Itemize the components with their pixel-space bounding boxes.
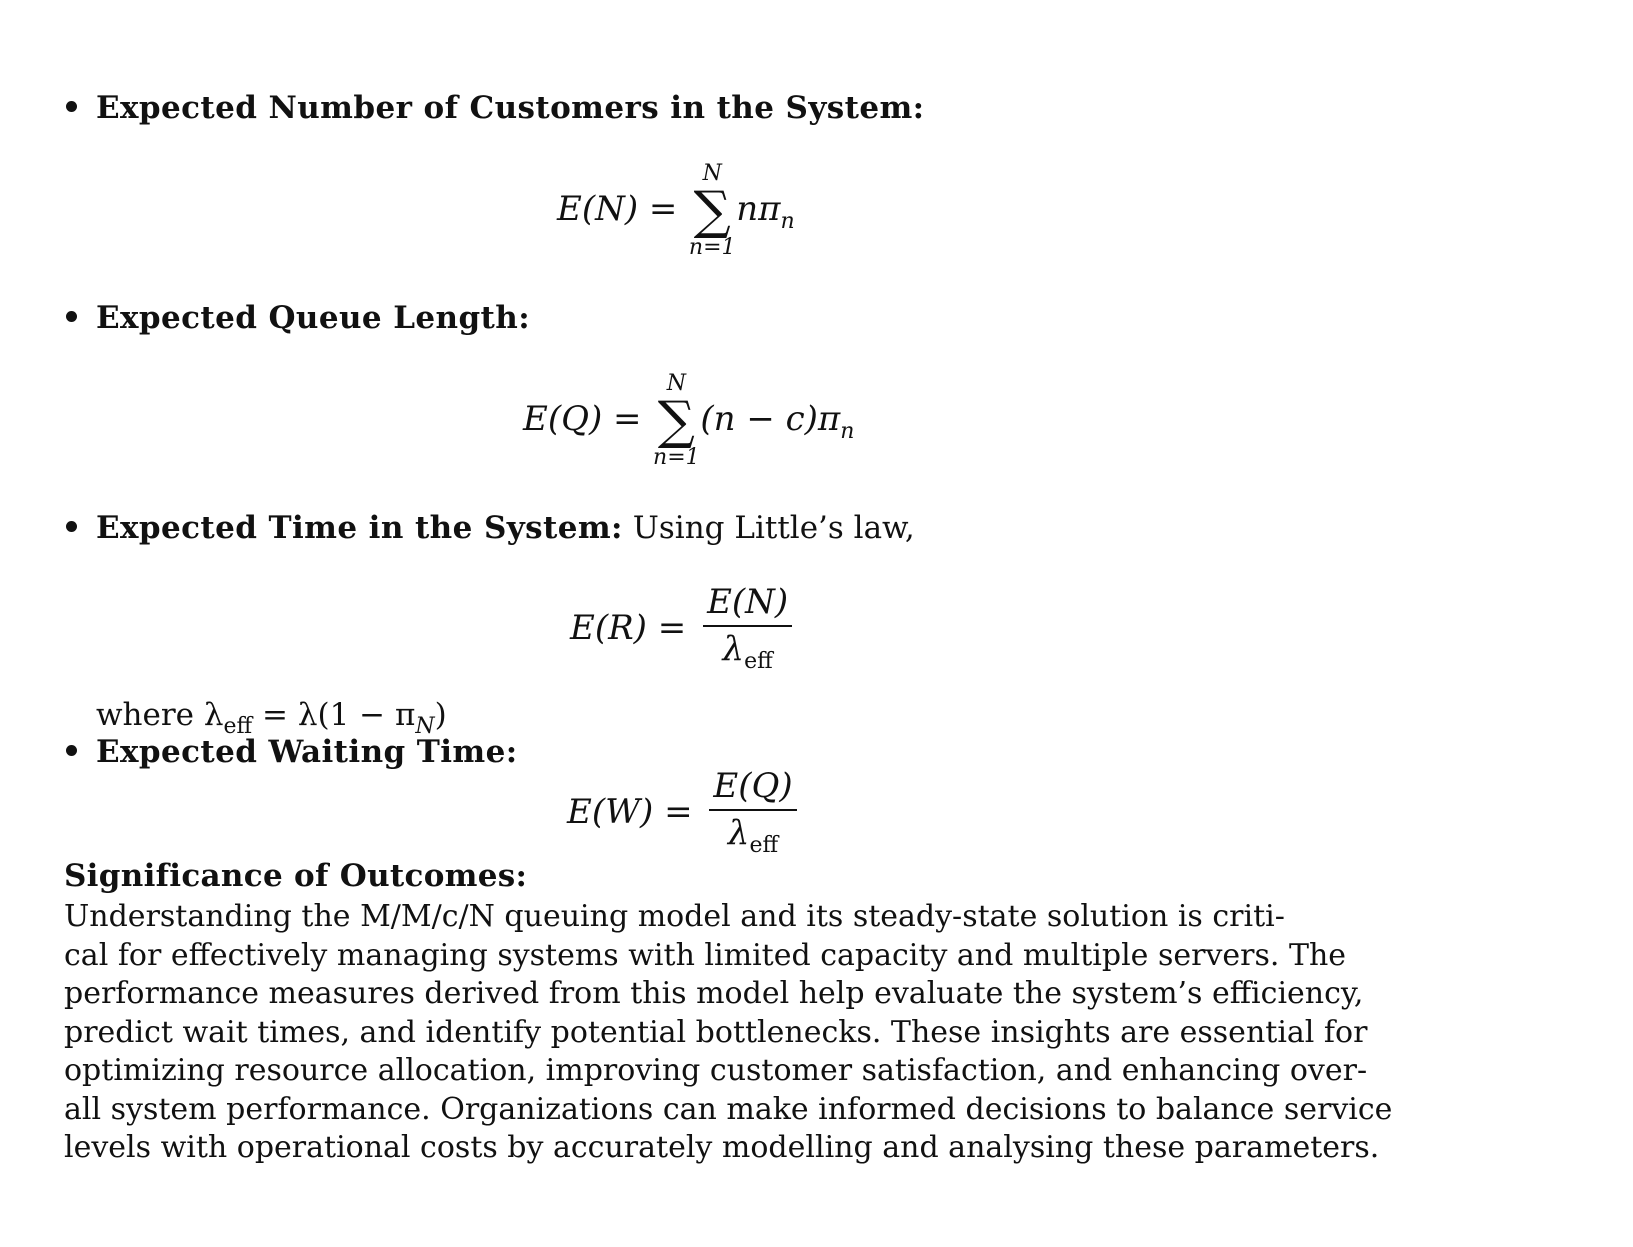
lambda-subscript: eff [749, 833, 779, 858]
significance-heading: Significance of Outcomes: [64, 858, 528, 894]
equation-lhs: E(Q) = [523, 399, 642, 439]
fraction-denominator [728, 811, 778, 858]
sum-upper-limit: N [666, 371, 686, 396]
bullet-heading: Expected Queue Length: [96, 300, 531, 336]
lambda-subscript: eff [744, 649, 773, 674]
significance-paragraph [64, 898, 1393, 1168]
paragraph-line: Understanding the M/M/c/N queuing model and its steady-state solution is criti- [64, 899, 1285, 934]
bullet-heading: Expected Waiting Time: [96, 734, 518, 770]
bullet-icon [66, 311, 77, 322]
equation-term-subscript: n [840, 419, 855, 444]
equation-lhs: E(N) = [557, 189, 678, 229]
equation-lhs: E(R) = [570, 608, 687, 648]
where-close: ) [434, 697, 447, 733]
bullet-expected-customers [66, 89, 924, 127]
sum-upper-limit: N [702, 161, 722, 186]
sum-lower-limit: n=1 [653, 445, 700, 470]
equation-expected-waiting-time [567, 766, 797, 858]
equation-expected-customers [557, 163, 795, 259]
lambda-symbol: λ [722, 629, 745, 669]
paragraph-line: levels with operational costs by accurately modelling and analysing these parameters. [64, 1130, 1380, 1165]
sigma-icon: ∑ [693, 181, 731, 241]
lambda-symbol: λ [727, 813, 750, 853]
fraction-numerator: E(N) [703, 582, 792, 627]
fraction [703, 582, 792, 674]
equation-expected-queue-length [523, 373, 854, 469]
bullet-expected-time-system [66, 509, 915, 547]
bullet-heading: Expected Time in the System: [96, 510, 623, 546]
paragraph-line: optimizing resource allocation, improving customer satisfaction, and enhancing over- [64, 1053, 1368, 1088]
equation-term: nπ [736, 189, 781, 229]
bullet-expected-waiting-time [66, 733, 518, 771]
sigma-icon: ∑ [657, 391, 695, 451]
equation-lhs: E(W) = [567, 792, 693, 832]
paragraph-line: cal for effectively managing systems with limited capacity and multiple servers. The [64, 937, 1347, 973]
bullet-expected-queue-length [66, 299, 530, 337]
bullet-icon [66, 745, 77, 756]
paragraph-line: performance measures derived from this model help evaluate the system’s efficiency, [64, 976, 1364, 1011]
paragraph-line: predict wait times, and identify potential bottlenecks. These insights are essential for [64, 1014, 1368, 1050]
where-pi-subscript: N [415, 714, 435, 739]
summation [688, 163, 736, 259]
where-lambda-subscript: eff [223, 714, 253, 739]
bullet-heading: Expected Number of Customers in the System: [96, 90, 925, 126]
equation-expected-time-system [570, 582, 792, 674]
paragraph-line: all system performance. Organizations can make informed decisions to balance service [64, 1091, 1393, 1127]
bullet-icon [66, 101, 77, 112]
sum-lower-limit: n=1 [688, 235, 736, 260]
fraction-denominator [723, 627, 773, 674]
summation [652, 373, 700, 469]
fraction-numerator: E(Q) [709, 766, 796, 811]
fraction [709, 766, 796, 858]
bullet-icon [66, 521, 77, 532]
equation-term-subscript: n [780, 209, 795, 234]
where-rest: = λ(1 − π [252, 697, 416, 733]
where-prefix: where λ [96, 697, 224, 733]
bullet-trailing-text: Using Little’s law, [632, 510, 915, 546]
equation-term: (n − c)π [700, 399, 841, 439]
